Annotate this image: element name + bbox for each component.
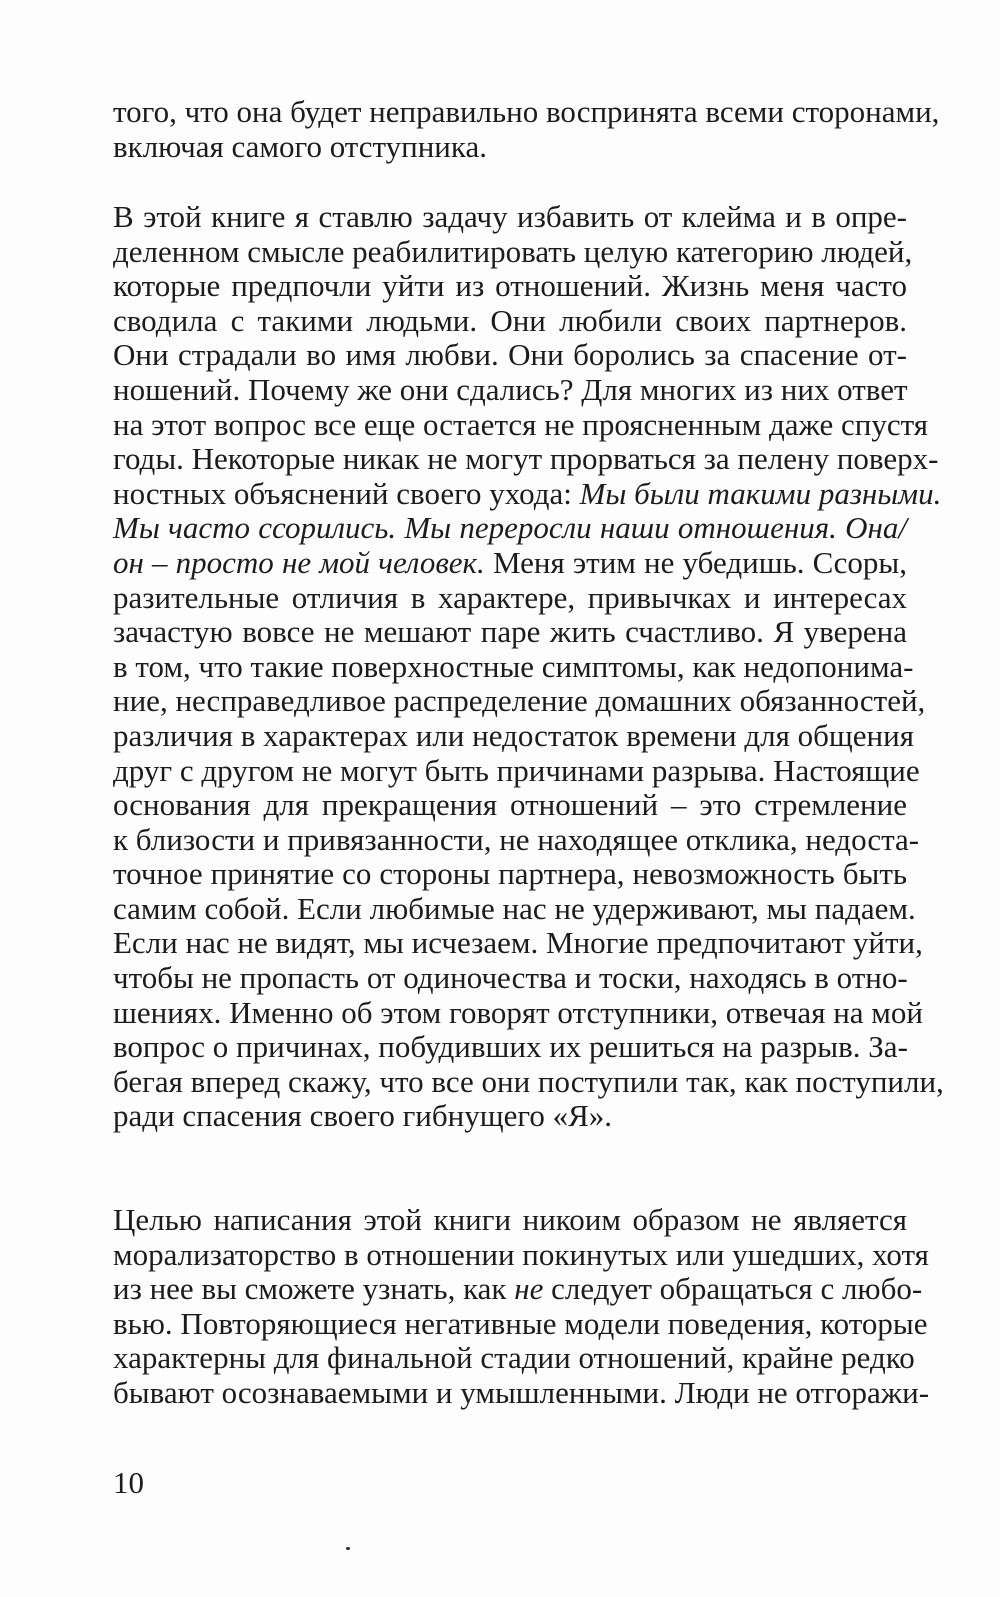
- page-number: 10: [113, 1465, 144, 1500]
- text-line: вопрос о причинах, побудивших их решиться на разрыв. За-: [113, 1029, 908, 1065]
- text-line-mixed: [113, 475, 942, 512]
- text-line: того, что она будет неправильно воспринята всеми сторонами,: [113, 94, 940, 129]
- text-line-mixed: [113, 1271, 923, 1307]
- text-line: ние, несправедливое распределение домашних обязанностей,: [113, 683, 926, 719]
- print-speck: [346, 1547, 350, 1550]
- text-line: точное принятие со стороны партнера, невозможность быть: [113, 856, 907, 892]
- text-line: к близости и привязанности, не находящее отклика, недоста-: [113, 821, 920, 857]
- text-line: характерны для финальной стадии отношений, крайне редко: [113, 1340, 915, 1376]
- italic-segment: Мы часто ссорились. Мы переросли наши отношения. Она/: [113, 510, 907, 546]
- text-line: деленном смысле реабилитировать целую категорию людей,: [113, 233, 913, 269]
- text-line: ради спасения своего гибнущего «Я».: [113, 1098, 612, 1134]
- text-line: основания для прекращения отношений – это стремление: [113, 787, 907, 823]
- text-line: годы. Некоторые никак не могут прорваться за пелену поверх-: [113, 441, 939, 477]
- text-line: морализаторство в отношении покинутых или ушедших, хотя: [113, 1236, 929, 1272]
- text-line-mixed: [113, 546, 907, 581]
- paragraph-book-purpose: [113, 199, 944, 1134]
- italic-segment: не: [514, 1271, 544, 1307]
- text-line: различия в характерах или недостаток времени для общения: [113, 717, 914, 753]
- text-line: которые предпочли уйти из отношений. Жизнь меня часто: [113, 268, 907, 304]
- text-line: самим собой. Если любимые нас не удерживают, мы падаем.: [113, 890, 916, 926]
- text-segment: ностных объяснений своего ухода:: [113, 475, 572, 511]
- text-line: бегая вперед скажу, что все они поступили так, как поступили,: [113, 1063, 944, 1099]
- text-segment: из нее вы сможете узнать, как: [113, 1271, 507, 1307]
- text-line: вью. Повторяющиеся негативные модели поведения, которые: [113, 1305, 928, 1341]
- text-line: в том, что такие поверхностные симптомы, как недопонима-: [113, 648, 914, 684]
- text-segment: Меня этим не убедишь. Ссоры,: [492, 544, 907, 580]
- text-line: на этот вопрос все еще остается не проясненным даже спустя: [113, 406, 929, 442]
- paragraph-book-goal: [113, 1202, 930, 1411]
- text-segment: следует обращаться с любо-: [551, 1271, 923, 1307]
- text-line: бывают осознаваемыми и умышленными. Люди не отгоражи-: [113, 1374, 930, 1410]
- text-line: шениях. Именно об этом говорят отступники, отвечая на мой: [113, 994, 924, 1030]
- text-line: ношений. Почему же они сдались? Для многих из них ответ: [113, 371, 908, 407]
- paragraph-continuation: [113, 94, 940, 164]
- text-line: Целью написания этой книги никоим образом не является: [113, 1202, 907, 1237]
- text-line: Если нас не видят, мы исчезаем. Многие предпочитают уйти,: [113, 925, 923, 961]
- text-line: включая самого отступника.: [113, 128, 487, 164]
- italic-segment: Мы были такими разными.: [579, 475, 942, 511]
- text-line: друг с другом не могут быть причинами разрыва. Настоящие: [113, 752, 920, 788]
- text-line: Они страдали во имя любви. Они боролись за спасение от-: [113, 337, 907, 373]
- text-line: сводила с такими людьми. Они любили своих партнеров.: [113, 302, 907, 338]
- text-line: чтобы не пропасть от одиночества и тоски, находясь в отно-: [113, 960, 908, 996]
- italic-segment: он – просто не мой человек.: [113, 544, 485, 580]
- text-line: В этой книге я ставлю задачу избавить от клейма и в опре-: [113, 199, 907, 234]
- text-line-italic: [113, 511, 907, 546]
- text-line: зачастую вовсе не мешают паре жить счастливо. Я уверена: [113, 614, 907, 650]
- text-line: разительные отличия в характере, привычках и интересах: [113, 579, 907, 615]
